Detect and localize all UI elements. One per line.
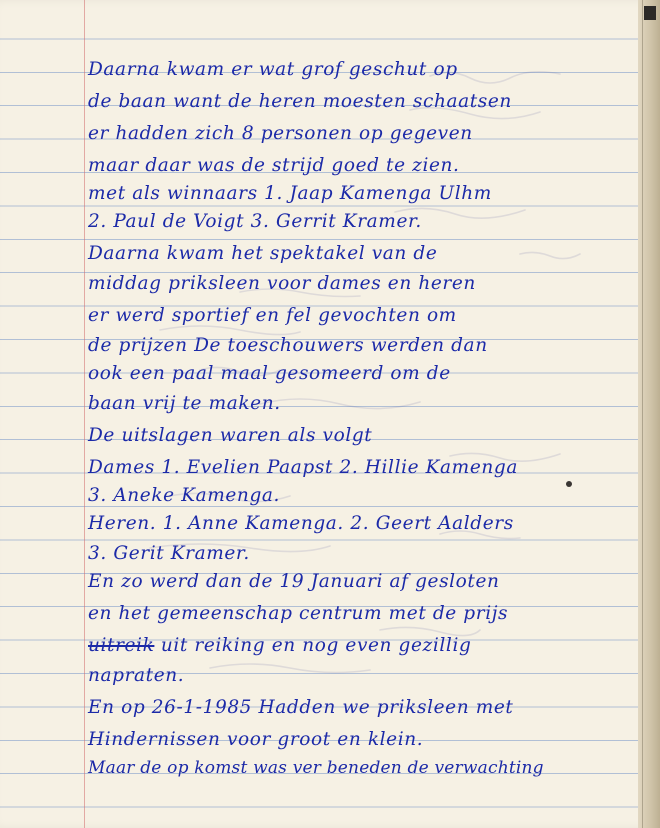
handwritten-line-16: Heren. 1. Anne Kamenga. 2. Geert Aalders (88, 513, 514, 534)
corner-mark (644, 6, 656, 20)
handwritten-line-24: Maar de op komst was ver beneden de verwachting (88, 758, 544, 778)
handwritten-line-4: maar daar was de strijd goed te zien. (88, 155, 460, 176)
handwritten-line-12: baan vrij te maken. (88, 393, 281, 414)
handwritten-line-18: En zo werd dan de 19 Januari af gesloten (88, 571, 500, 592)
handwritten-line-21: napraten. (88, 665, 185, 686)
handwritten-line-11: ook een paal maal gesomeerd om de (88, 363, 451, 384)
handwritten-line-19: en het gemeenschap centrum met de prijs (88, 603, 509, 624)
handwritten-line-13: De uitslagen waren als volgt (88, 425, 373, 446)
handwritten-line-9: er werd sportief en fel gevochten om (88, 305, 457, 326)
line-20-text: uit reiking en nog even gezillig (160, 635, 472, 656)
handwritten-line-15: 3. Aneke Kamenga. (88, 485, 281, 506)
handwritten-line-20 (88, 634, 640, 658)
page-edge (638, 0, 660, 828)
handwritten-line-2: de baan want de heren moesten schaatsen (88, 91, 512, 112)
handwritten-line-14: Dames 1. Evelien Paapst 2. Hillie Kamenga (88, 457, 518, 478)
handwritten-line-17: 3. Gerit Kramer. (88, 543, 250, 564)
crossed-out-word: uitreik (88, 635, 155, 656)
handwritten-line-23: Hindernissen voor groot en klein. (88, 729, 424, 750)
handwritten-line-1: Daarna kwam er wat grof geschut op (88, 59, 458, 80)
handwritten-line-8: middag priksleen voor dames en heren (88, 273, 476, 294)
handwritten-line-10: de prijzen De toeschouwers werden dan (88, 335, 488, 356)
handwritten-line-22: En op 26-1-1985 Hadden we priksleen met (88, 697, 514, 718)
margin-line (84, 0, 85, 828)
handwritten-line-3: er hadden zich 8 personen op gegeven (88, 123, 473, 144)
handwritten-line-6: 2. Paul de Voigt 3. Gerrit Kramer. (88, 211, 422, 232)
handwritten-line-7: Daarna kwam het spektakel van de (88, 243, 438, 264)
handwritten-line-5: met als winnaars 1. Jaap Kamenga Ulhm (88, 183, 492, 204)
